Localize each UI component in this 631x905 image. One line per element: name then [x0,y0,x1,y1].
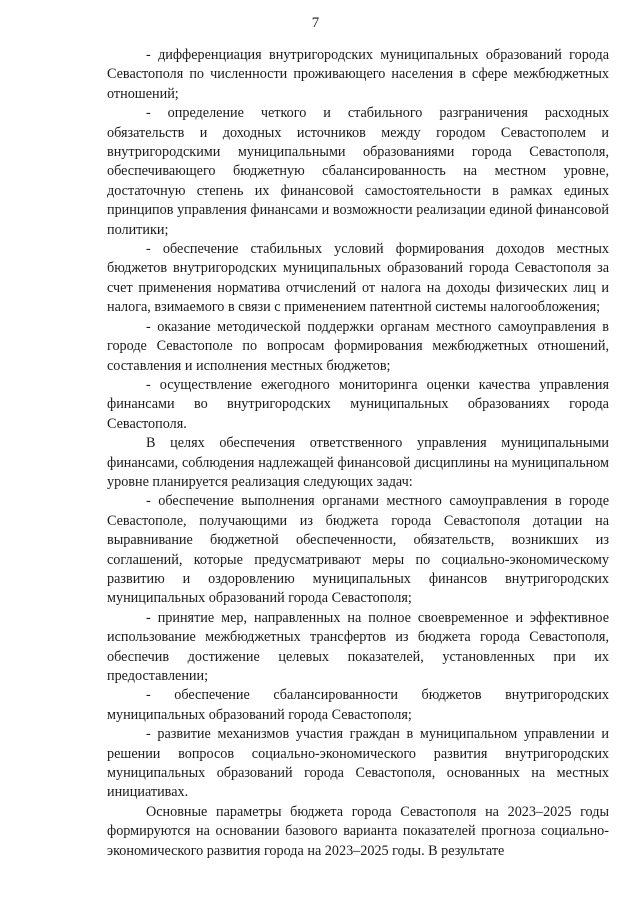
paragraph-6: В целях обеспечения ответственного управления муниципальными финансами, соблюдения надлежащей финансовой дисциплины на муниципальном уровне планируется реализация следующих задач: [107,435,609,490]
paragraph-2: - определение четкого и стабильного разграничения расходных обязательств и доходных источников между городом Севастополем и внутригородскими муниципальными образованиями города Севастополя, обеспечивающего бюджетную сбалансированность на местном уровне, достаточную степень их финансовой самостоятельности в рамках единых принципов управления финансами и возможности реализации единой финансовой политики; [107,105,609,238]
paragraph-1: - дифференциация внутригородских муниципальных образований города Севастополя по численности проживающего населения в сфере межбюджетных отношений; [107,47,609,102]
paragraph-3: - обеспечение стабильных условий формирования доходов местных бюджетов внутригородских муниципальных образований города Севастополя за счет применения норматива отчислений от налога на доходы физических лиц и налога, взимаемого в связи с применением патентной системы налогообложения; [107,241,609,316]
paragraph-5: - осуществление ежегодного мониторинга оценки качества управления финансами во внутригородских муниципальных образованиях города Севастополя. [107,376,609,432]
paragraph-9: - обеспечение сбалансированности бюджетов внутригородских муниципальных образований города Севастополя; [107,687,609,723]
document-body [107,46,609,861]
paragraph-7: - обеспечение выполнения органами местного самоуправления в городе Севастополе, получающими из бюджета города Севастополя дотации на выравнивание бюджетной обеспеченности, обязательств, возникших из соглашений, которые предусматривают меры по социально-экономическому развитию и оздоровлению муниципальных финансов внутригородских муниципальных образований города Севастополя; [107,493,609,607]
paragraph-8: - принятие мер, направленных на полное своевременное и эффективное использование межбюджетных трансфертов из бюджета города Севастополя, обеспечив достижение целевых показателей, установленных при их предоставлении; [107,609,609,684]
paragraph-10: - развитие механизмов участия граждан в муниципальном управлении и решении вопросов социально-экономического развития внутригородских муниципальных образований города Севастополя, основанных на местных инициативах. [107,726,609,801]
paragraph-11: Основные параметры бюджета города Севастополя на 2023–2025 годы формируются на основании базового варианта показателей прогноза социально-экономического развития города на 2023–2025 годы. В результате [107,803,609,859]
page-number: 7 [311,15,320,31]
paragraph-4: - оказание методической поддержки органам местного самоуправления в городе Севастополе по вопросам формирования межбюджетных отношений, составления и исполнения местных бюджетов; [107,318,609,374]
